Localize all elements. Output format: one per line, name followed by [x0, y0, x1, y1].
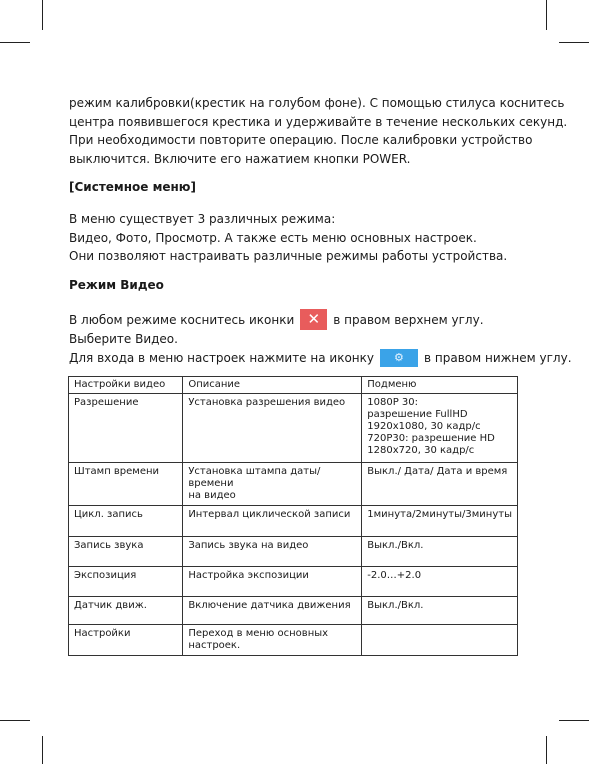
table-cell-description: Переход в меню основных настроек.: [183, 625, 362, 656]
table-cell-setting: Разрешение: [69, 394, 183, 463]
crop-mark: [42, 736, 43, 764]
table-cell-description: Установка разрешения видео: [183, 394, 362, 463]
table-cell-description: Установка штампа даты/времени на видео: [183, 463, 362, 506]
table-cell-setting: Штамп времени: [69, 463, 183, 506]
gear-icon: ⚙: [380, 349, 418, 367]
video-mode-paragraph: [69, 309, 572, 367]
system-menu-line: Они позволяют настраивать различные режимы работы устройства.: [69, 249, 508, 263]
table-header-cell: Настройки видео: [69, 377, 183, 394]
crop-mark: [0, 720, 30, 721]
system-menu-line: В меню существует 3 различных режима:: [69, 212, 336, 226]
table-cell-submenu: 1080P 30: разрешение FullHD 1920x1080, 30 кадр/с 720P30: разрешение HD 1280x720, 30 кадр/с: [362, 394, 518, 463]
table-row: [69, 567, 518, 597]
crop-mark: [0, 42, 30, 43]
close-icon: ✕: [300, 309, 327, 330]
intro-line: центра появившегося крестика и удерживайте в течение нескольких секунд.: [69, 114, 568, 129]
system-menu-line: Видео, Фото, Просмотр. А также есть меню основных настроек.: [69, 230, 477, 245]
crop-mark: [42, 0, 43, 30]
table-row: [69, 625, 518, 656]
table-header-cell: Подменю: [362, 377, 518, 394]
system-menu-heading: [Системное меню]: [69, 180, 196, 194]
table-cell-submenu: Выкл./ Дата/ Дата и время: [362, 463, 518, 506]
table-cell-setting: Настройки: [69, 625, 183, 656]
table-cell-description: Интервал циклической записи: [183, 506, 362, 537]
video-mode-text: Для входа в меню настроек нажмите на иконку: [69, 350, 374, 365]
intro-line: выключится. Включите его нажатием кнопки POWER.: [69, 151, 411, 166]
intro-line: режим калибровки(крестик на голубом фоне). С помощью стилуса коснитесь: [69, 96, 565, 110]
table-row: [69, 463, 518, 506]
table-cell-setting: Экспозиция: [69, 567, 183, 597]
table-header-cell: Описание: [183, 377, 362, 394]
table-cell-submenu: Выкл./Вкл.: [362, 537, 518, 567]
table-cell-setting: Цикл. запись: [69, 506, 183, 537]
system-menu-paragraph: [69, 210, 507, 266]
table-row: [69, 597, 518, 625]
table-cell-setting: Датчик движ.: [69, 597, 183, 625]
video-mode-heading: Режим Видео: [69, 278, 164, 292]
intro-line: При необходимости повторите операцию. После калибровки устройство: [69, 133, 533, 147]
video-mode-text: в правом нижнем углу.: [423, 350, 572, 365]
video-mode-text: Выберите Видео.: [69, 332, 178, 346]
table-cell-submenu: [362, 625, 518, 656]
table-row: [69, 537, 518, 567]
table-cell-description: Запись звука на видео: [183, 537, 362, 567]
table-cell-submenu: 1минута/2минуты/3минуты: [362, 506, 518, 537]
table-cell-submenu: Выкл./Вкл.: [362, 597, 518, 625]
table-cell-setting: Запись звука: [69, 537, 183, 567]
table-cell-description: Включение датчика движения: [183, 597, 362, 625]
table-row: [69, 506, 518, 537]
intro-paragraph: [69, 94, 567, 168]
table-cell-description: Настройка экспозиции: [183, 567, 362, 597]
video-mode-text: в правом верхнем углу.: [333, 313, 484, 327]
table-cell-submenu: -2.0…+2.0: [362, 567, 518, 597]
table-header-row: [69, 377, 518, 394]
crop-mark: [546, 736, 547, 764]
table-row: [69, 394, 518, 463]
crop-mark: [559, 42, 589, 43]
crop-mark: [559, 720, 589, 721]
video-settings-table: [68, 376, 518, 656]
crop-mark: [546, 0, 547, 30]
video-mode-text: В любом режиме коснитесь иконки: [69, 313, 295, 327]
